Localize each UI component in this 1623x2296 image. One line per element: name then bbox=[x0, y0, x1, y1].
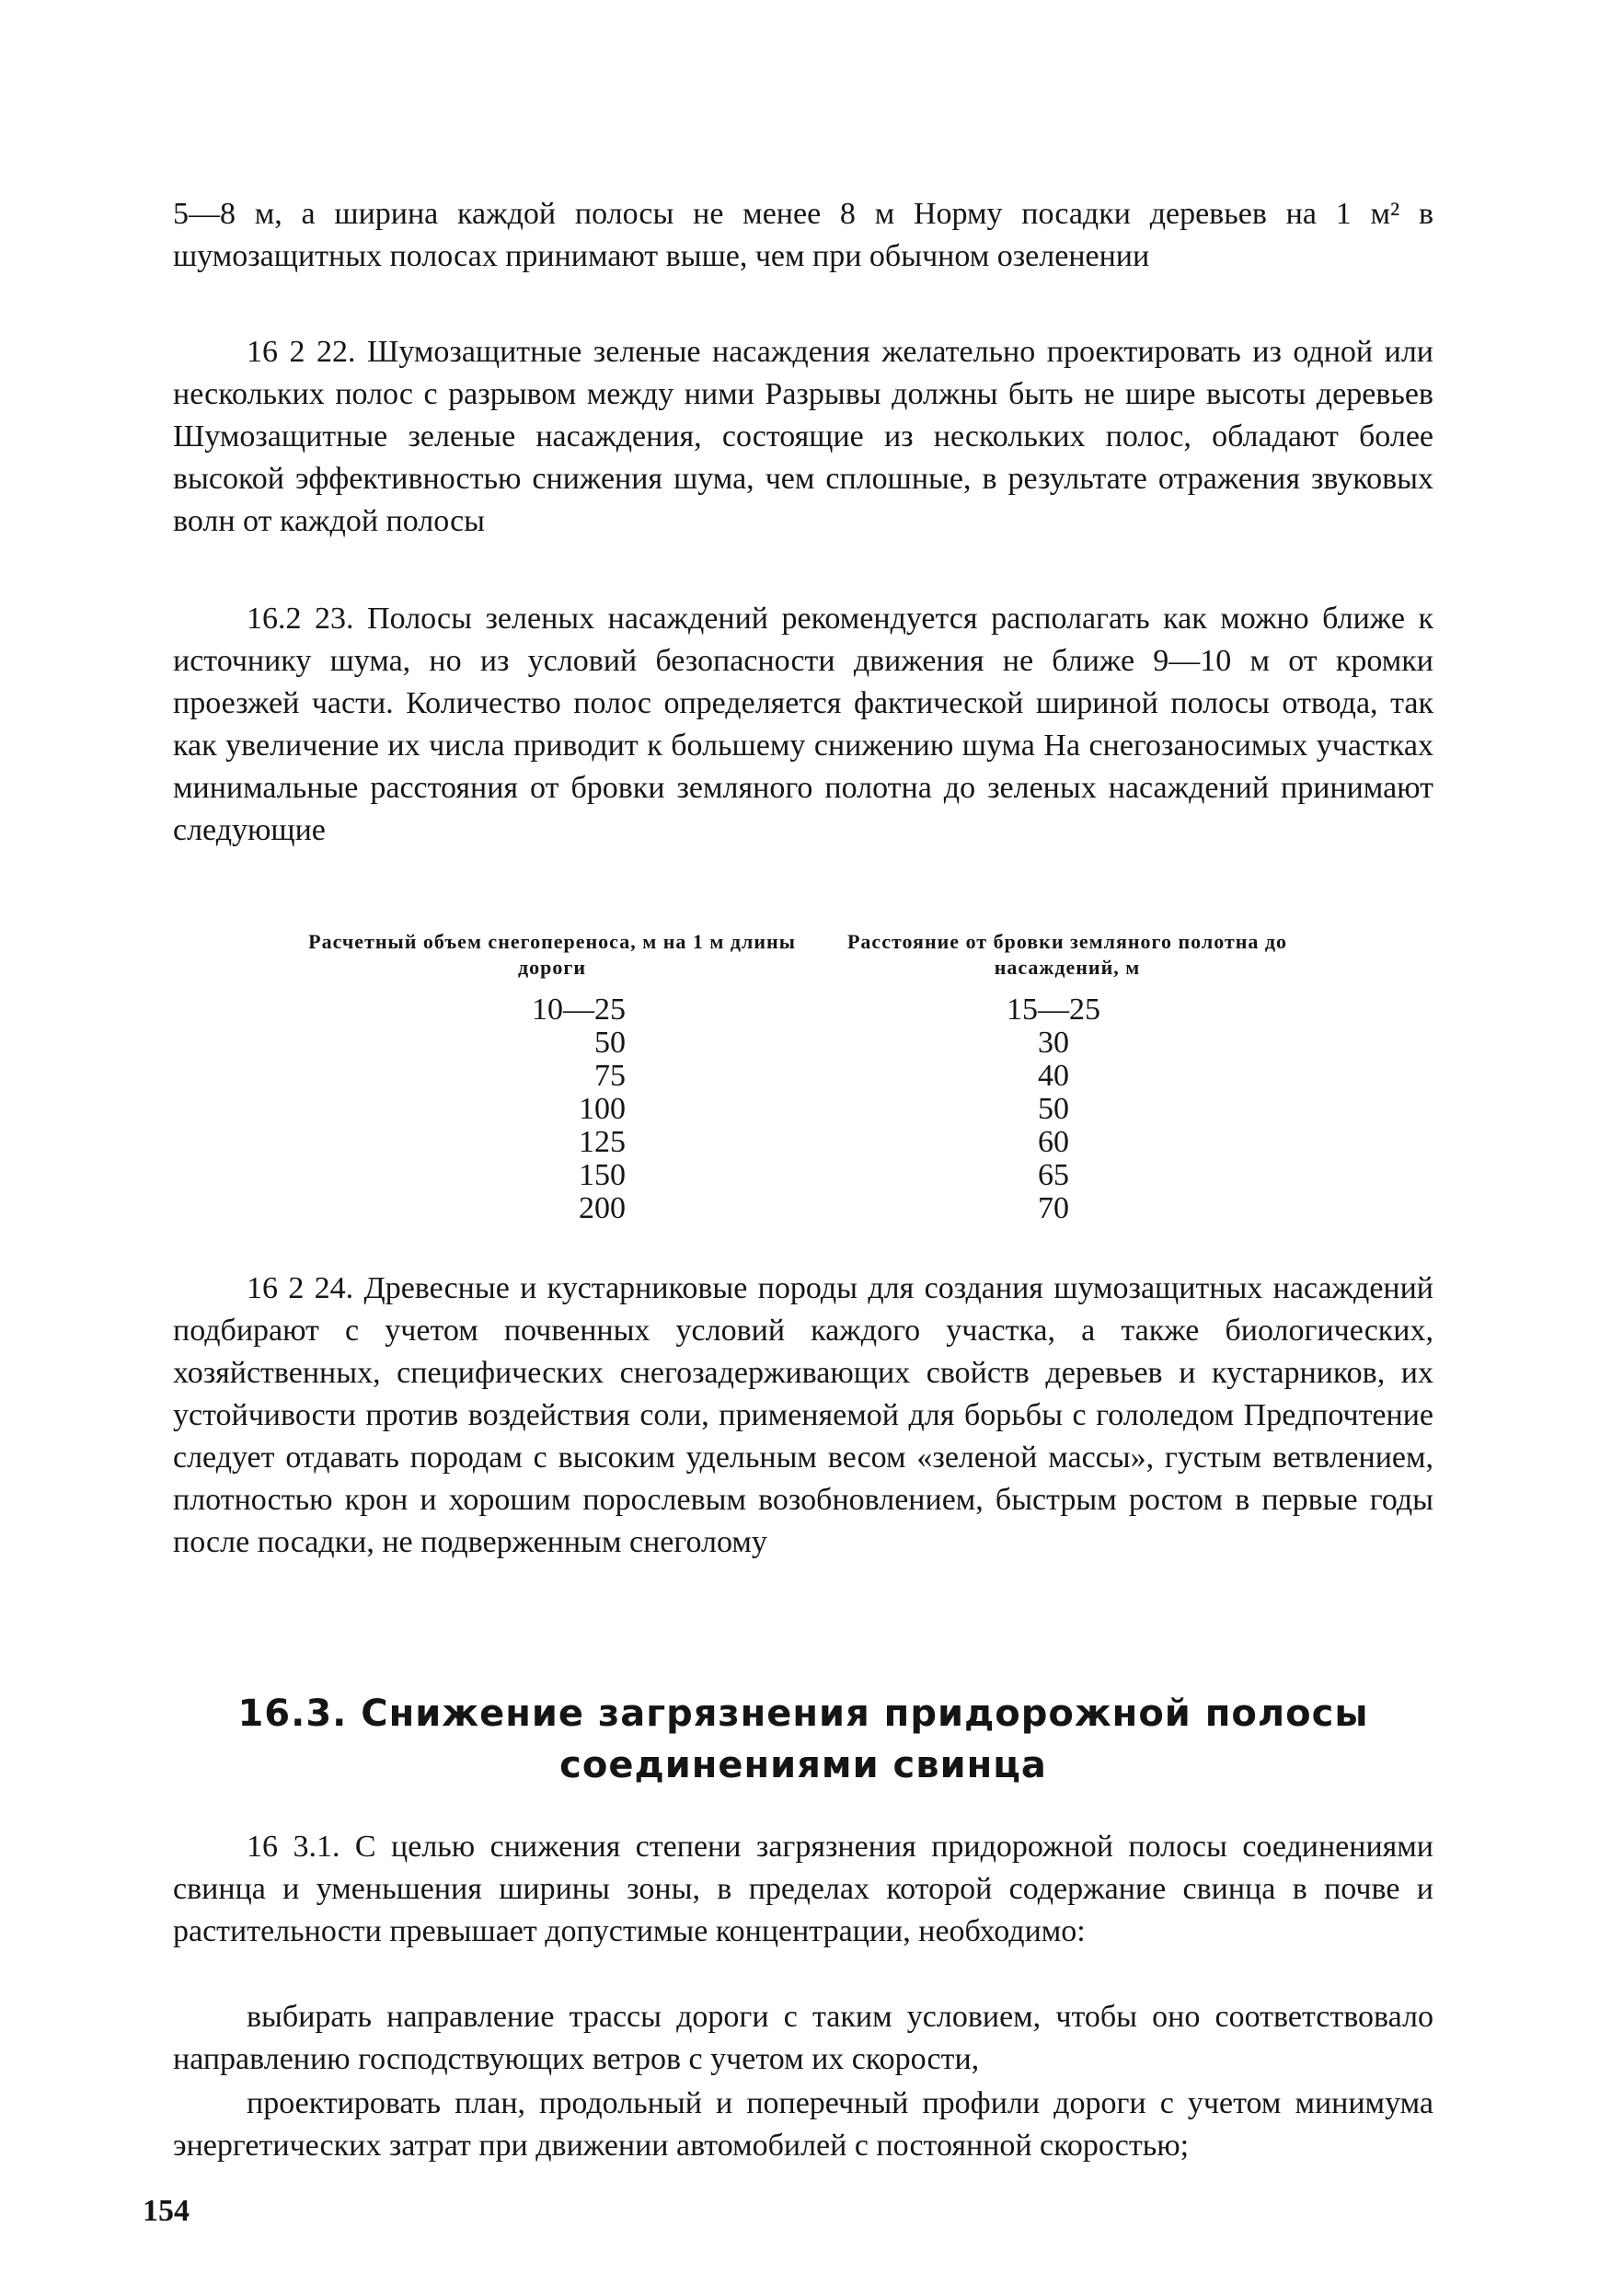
paragraph-16-2-23: 16.2 23. Полосы зеленых насаждений рекомендуется располагать как можно ближе к источнику шума, но из условий безопасности движения не ближе 9—10 м от кромки проезжей части. Количество полос определяется фактической шириной полосы отвода, так как увеличение их числа приводит к большему снижению шума На снегозаносимых участках минимальные расстояния от бровки земляного полотна до зеленых насаждений принимают следующие bbox=[173, 602, 1433, 847]
table-cell: 75 bbox=[594, 1059, 626, 1093]
table-cell: 70 bbox=[1038, 1191, 1069, 1225]
table-row bbox=[294, 1126, 1325, 1159]
table-cell: 200 bbox=[579, 1191, 626, 1225]
list-item: выбирать направление трассы дороги с таким условием, чтобы оно соответствовало направлению господствующих ветров с учетом их скорости, bbox=[173, 2000, 1433, 2076]
table-cell: 100 bbox=[579, 1092, 626, 1126]
paragraph-intro: 5—8 м, а ширина каждой полосы не менее 8 м Норму посадки деревьев на 1 м² в шумозащитных полосах принимают выше, чем при обычном озеленении bbox=[173, 197, 1433, 273]
section-title: 16.3. Снижение загрязнения придорожной полосы соединениями свинца bbox=[237, 1693, 1369, 1786]
table-cell: 15—25 bbox=[1007, 993, 1100, 1027]
snow-distance-table bbox=[294, 929, 1325, 1225]
table-row bbox=[294, 1159, 1325, 1192]
table-cell: 30 bbox=[1038, 1026, 1069, 1060]
page-number: 154 bbox=[143, 2194, 190, 2228]
table-header-col1: Расчетный объем снегопереноса, м на 1 м длины дороги bbox=[308, 930, 796, 979]
paragraph-16-3-1: 16 3.1. С целью снижения степени загрязнения придорожной полосы соединениями свинца и уменьшения ширины зоны, в пределах которой содержание свинца в почве и растительности превышает допустимые концентрации, необходимо: bbox=[173, 1830, 1433, 1948]
list-item: проектировать план, продольный и поперечный профили дороги с учетом минимума энергетических затрат при движении автомобилей с постоянной скоростью; bbox=[173, 2086, 1433, 2163]
table-cell: 65 bbox=[1038, 1158, 1069, 1192]
table-header bbox=[294, 929, 1325, 981]
table-row bbox=[294, 1192, 1325, 1225]
table-cell: 40 bbox=[1038, 1059, 1069, 1093]
table-header-col2: Расстояние от бровки земляного полотна до насаждений, м bbox=[846, 930, 1288, 979]
table-cell: 150 bbox=[579, 1158, 626, 1192]
table-cell: 10—25 bbox=[532, 993, 626, 1027]
table-row bbox=[294, 1093, 1325, 1126]
table-row bbox=[294, 1027, 1325, 1060]
table-cell: 50 bbox=[1038, 1092, 1069, 1126]
table-cell: 125 bbox=[579, 1125, 626, 1159]
table-cell: 50 bbox=[594, 1026, 626, 1060]
paragraph-16-2-22: 16 2 22. Шумозащитные зеленые насаждения желательно проектировать из одной или нескольких полос с разрывом между ними Разрывы должны быть не шире высоты деревьев Шумозащитные зеленые насаждения, состоящие из нескольких полос, обладают более высокой эффективностью снижения шума, чем сплошные, в результате отражения звуковых волн от каждой полосы bbox=[173, 335, 1433, 538]
table-cell: 60 bbox=[1038, 1125, 1069, 1159]
table-row bbox=[294, 993, 1325, 1027]
paragraph-16-2-24: 16 2 24. Древесные и кустарниковые породы для создания шумозащитных насаждений подбирают с учетом почвенных условий каждого участка, а также биологических, хозяйственных, специфических снегозадерживающих свойств деревьев и кустарников, их устойчивости против воздействия соли, применяемой для борьбы с гололедом Предпочтение следует отдавать породам с высоким удельным весом «зеленой массы», густым ветвлением, плотностью крон и хорошим порослевым возобновлением, быстрым ростом в первые годы после посадки, не подверженным снеголому bbox=[173, 1271, 1433, 1559]
table-row bbox=[294, 1060, 1325, 1093]
